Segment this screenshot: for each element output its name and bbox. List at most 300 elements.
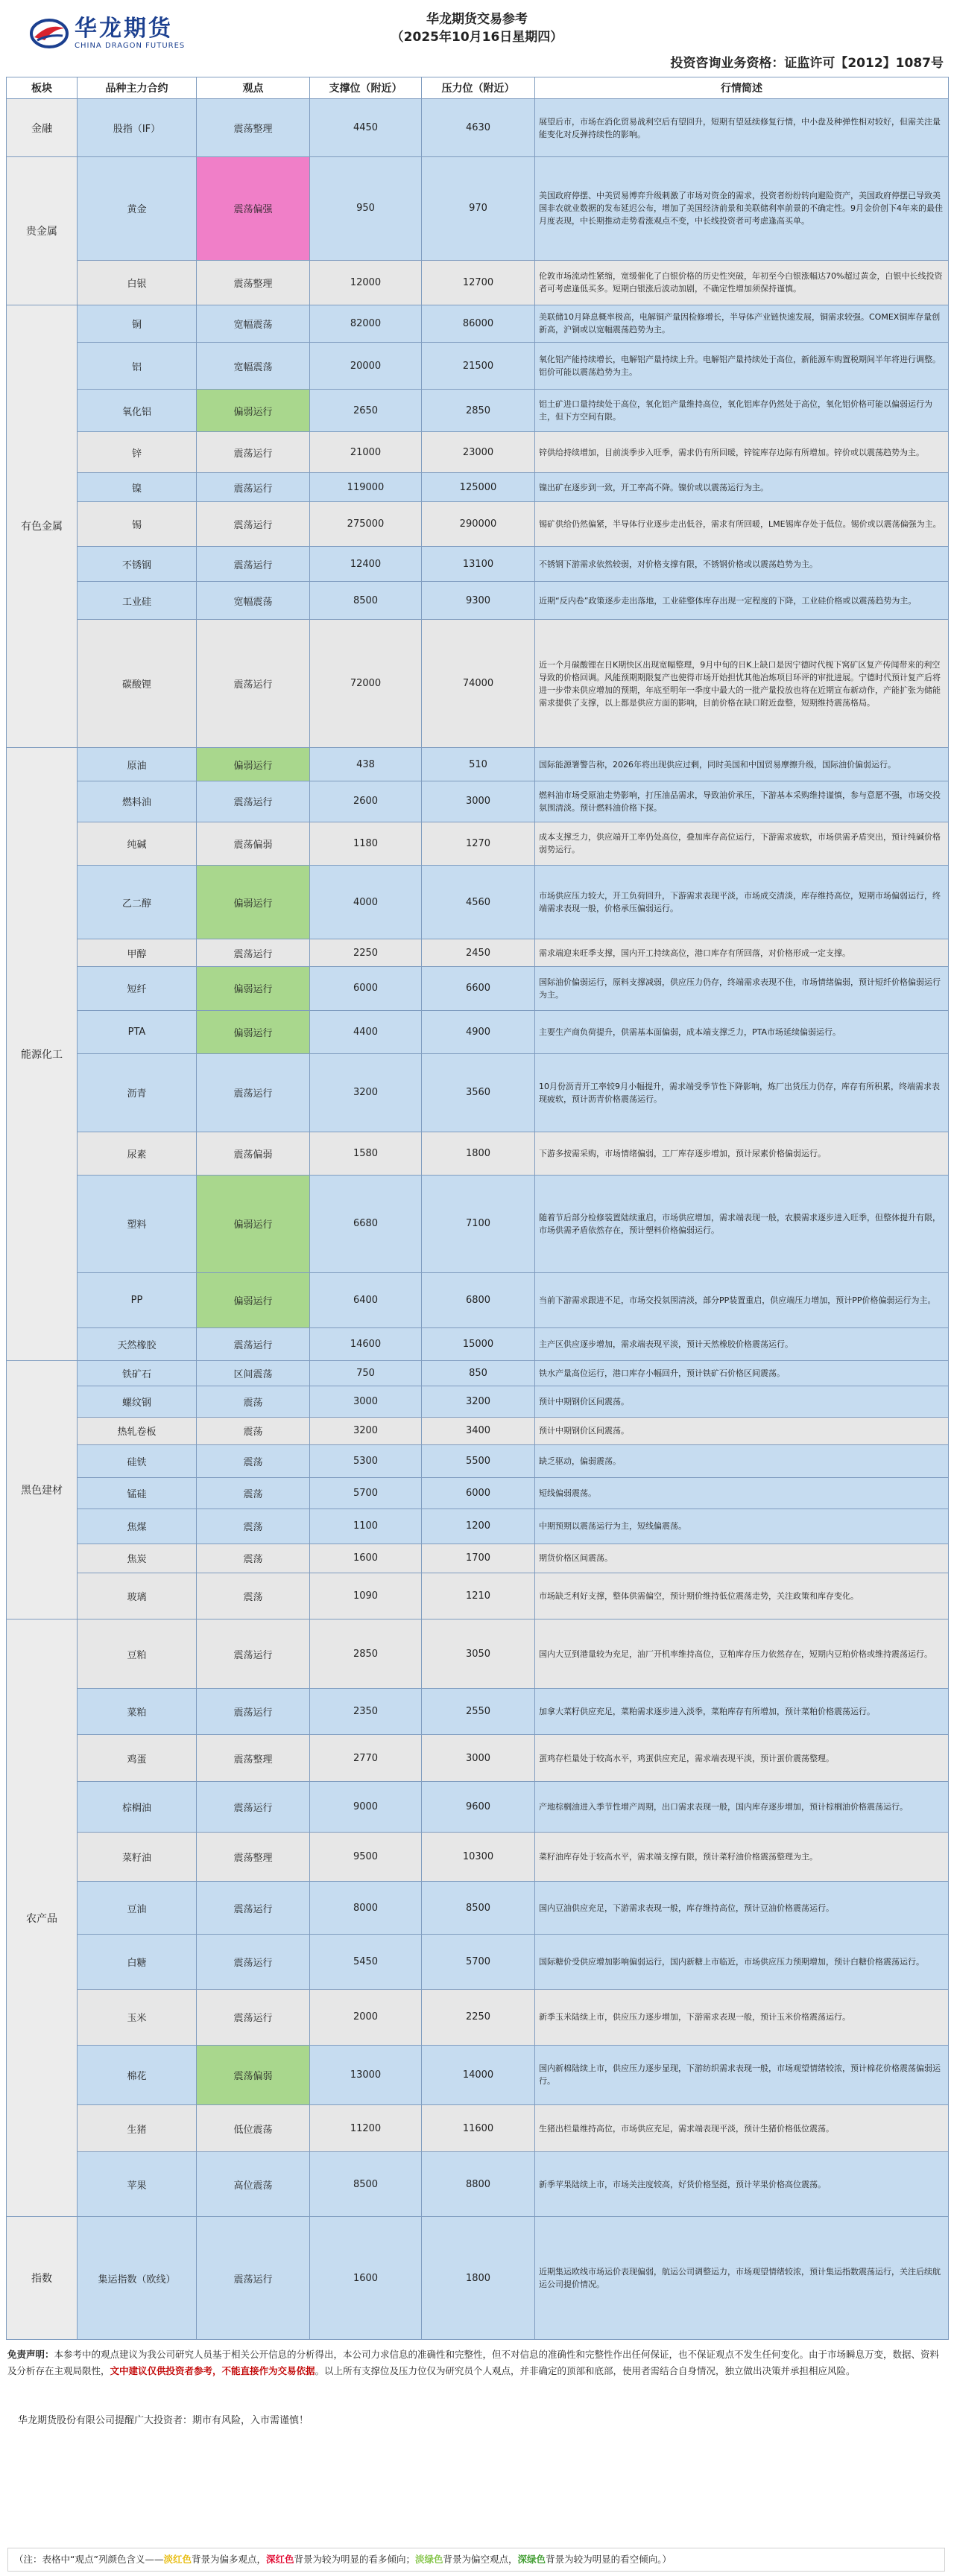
view-cell: 震荡 <box>197 1544 310 1573</box>
resistance-cell: 510 <box>422 748 535 781</box>
product-cell: 集运指数（欧线） <box>78 2217 197 2340</box>
support-cell: 1600 <box>310 2217 422 2340</box>
table-row <box>7 1010 949 1054</box>
table-row <box>7 1832 949 1882</box>
resistance-cell: 74000 <box>422 620 535 748</box>
resistance-cell: 13100 <box>422 547 535 582</box>
resistance-cell: 3400 <box>422 1417 535 1444</box>
product-cell: 白银 <box>78 260 197 305</box>
table-row <box>7 781 949 822</box>
resistance-cell: 7100 <box>422 1176 535 1272</box>
view-cell: 区间震荡 <box>197 1361 310 1386</box>
col-header-resistance: 压力位（附近） <box>422 77 535 99</box>
description-cell: 主要生产商负荷提升，供需基本面偏弱，成本端支撑乏力，PTA市场延续偏弱运行。 <box>535 1010 949 1054</box>
description-cell: 国内大豆到港量较为充足，油厂开机率维持高位，豆粕库存压力依然存在，短期内豆粕价格或维持震荡运行。 <box>535 1619 949 1689</box>
product-cell: 菜籽油 <box>78 1832 197 1882</box>
view-cell: 偏弱运行 <box>197 1272 310 1327</box>
description-cell: 随着节后部分检修装置陆续重启，市场供应增加，需求端表现一般，农膜需求逐步进入旺季，但整体提升有限，市场供需矛盾依然存在，预计塑料价格偏弱运行。 <box>535 1176 949 1272</box>
resistance-cell: 86000 <box>422 305 535 343</box>
table-row <box>7 1054 949 1132</box>
resistance-cell: 970 <box>422 157 535 260</box>
resistance-cell: 6800 <box>422 1272 535 1327</box>
view-cell: 震荡运行 <box>197 432 310 473</box>
description-cell: 加拿大菜籽供应充足，菜粕需求逐步进入淡季，菜粕库存有所增加，预计菜粕价格震荡运行。 <box>535 1688 949 1735</box>
support-cell: 21000 <box>310 432 422 473</box>
support-cell: 4000 <box>310 866 422 939</box>
table-row <box>7 1544 949 1573</box>
description-cell: 镍出矿在逐步到一致，开工率高不降。镍价或以震荡运行为主。 <box>535 473 949 502</box>
view-cell: 偏弱运行 <box>197 866 310 939</box>
resistance-cell: 5700 <box>422 1934 535 1989</box>
description-cell: 不锈钢下游需求依然较弱，对价格支撑有限，不锈钢价格或以震荡趋势为主。 <box>535 547 949 582</box>
view-cell: 震荡整理 <box>197 99 310 157</box>
table-row <box>7 2045 949 2105</box>
legend-strong-down-text: 背景为较为明显的看空倾向。） <box>546 2554 672 2565</box>
table-row <box>7 1386 949 1418</box>
support-cell: 6000 <box>310 966 422 1010</box>
support-cell: 8500 <box>310 582 422 620</box>
description-cell: 市场供应压力较大，开工负荷回升，下游需求表现平淡，市场成交清淡，库存维持高位，短期市场偏弱运行，终端需求表现一般，价格承压偏弱运行。 <box>535 866 949 939</box>
description-cell: 预计中期钢价区间震荡。 <box>535 1386 949 1418</box>
product-cell: 玻璃 <box>78 1573 197 1619</box>
resistance-cell: 2550 <box>422 1688 535 1735</box>
product-cell: 白糖 <box>78 1934 197 1989</box>
view-cell: 震荡 <box>197 1386 310 1418</box>
table-row <box>7 1619 949 1689</box>
description-cell: 近期“反内卷”政策逐步走出落地，工业硅整体库存出现一定程度的下降，工业硅价格或以震荡趋势为主。 <box>535 582 949 620</box>
product-cell: 硅铁 <box>78 1444 197 1477</box>
table-row <box>7 432 949 473</box>
table-row <box>7 390 949 432</box>
support-cell: 13000 <box>310 2045 422 2105</box>
description-cell: 市场缺乏利好支撑，整体供需偏空，预计期价维持低位震荡走势，关注政策和库存变化。 <box>535 1573 949 1619</box>
table-row <box>7 1272 949 1327</box>
table-row <box>7 1882 949 1934</box>
table-row <box>7 966 949 1010</box>
product-cell: 玉米 <box>78 1990 197 2045</box>
view-cell: 偏弱运行 <box>197 748 310 781</box>
view-cell: 震荡 <box>197 1509 310 1544</box>
table-row <box>7 1361 949 1386</box>
description-cell: 蛋鸡存栏量处于较高水平，鸡蛋供应充足，需求端表现平淡，预计蛋价震荡整理。 <box>535 1735 949 1782</box>
description-cell: 展望后市，市场在消化贸易战利空后有望回升，短期有望延续修复行情，中小盘及种弹性相对较好，但需关注量能变化对反弹持续性的影响。 <box>535 99 949 157</box>
resistance-cell: 23000 <box>422 432 535 473</box>
description-cell: 伦敦市场流动性紧缩，宽缓催化了白银价格的历史性突破，年初至今白银涨幅达70%超过黄金，白银中长线投资者可考虑逢低买多。短期白银涨后波动加剧，不确定性增加须保持谨慎。 <box>535 260 949 305</box>
support-cell: 4450 <box>310 99 422 157</box>
sector-cell: 黑色建材 <box>7 1361 78 1619</box>
description-cell: 预计中期钢价区间震荡。 <box>535 1417 949 1444</box>
page-date: （2025年10月16日星期四） <box>391 30 563 45</box>
support-cell: 1090 <box>310 1573 422 1619</box>
description-cell: 菜籽油库存处于较高水平，需求端支撑有限，预计菜籽油价格震荡整理为主。 <box>535 1832 949 1882</box>
product-cell: PTA <box>78 1010 197 1054</box>
table-row <box>7 1735 949 1782</box>
description-cell: 新季苹果陆续上市，市场关注度较高，好货价格坚挺，预计苹果价格高位震荡。 <box>535 2152 949 2217</box>
resistance-cell: 850 <box>422 1361 535 1386</box>
product-cell: 螺纹钢 <box>78 1386 197 1418</box>
view-cell: 震荡偏弱 <box>197 822 310 866</box>
product-cell: 热轧卷板 <box>78 1417 197 1444</box>
col-header-product: 品种主力合约 <box>78 77 197 99</box>
view-cell: 震荡运行 <box>197 547 310 582</box>
resistance-cell: 3000 <box>422 781 535 822</box>
legend-weak-down: 淡绿色 <box>415 2554 443 2565</box>
product-cell: 苹果 <box>78 2152 197 2217</box>
support-cell: 5700 <box>310 1477 422 1509</box>
description-cell: 下游多按需采购，市场情绪偏弱，工厂库存逐步增加，预计尿素价格偏弱运行。 <box>535 1132 949 1176</box>
support-cell: 119000 <box>310 473 422 502</box>
view-cell: 偏弱运行 <box>197 390 310 432</box>
table-row <box>7 99 949 157</box>
product-cell: 镍 <box>78 473 197 502</box>
table-row <box>7 2217 949 2340</box>
view-cell: 震荡偏强 <box>197 157 310 260</box>
description-cell: 国内新棉陆续上市，供应压力逐步显现，下游纺织需求表现一般，市场观望情绪较浓，预计棉花价格震荡偏弱运行。 <box>535 2045 949 2105</box>
view-cell: 震荡 <box>197 1573 310 1619</box>
view-cell: 震荡 <box>197 1444 310 1477</box>
support-cell: 6400 <box>310 1272 422 1327</box>
table-row <box>7 1573 949 1619</box>
support-cell: 950 <box>310 157 422 260</box>
support-cell: 2600 <box>310 781 422 822</box>
table-row <box>7 1417 949 1444</box>
view-cell: 高位震荡 <box>197 2152 310 2217</box>
disclaimer-highlight: 文中建议仅供投资者参考，不能直接作为交易依据 <box>110 2365 315 2376</box>
disclaimer-label: 免责声明： <box>7 2349 54 2360</box>
view-cell: 震荡运行 <box>197 620 310 748</box>
description-cell: 铁水产量高位运行，港口库存小幅回升，预计铁矿石价格区间震荡。 <box>535 1361 949 1386</box>
table-row <box>7 748 949 781</box>
product-cell: 铝 <box>78 343 197 390</box>
resistance-cell: 8800 <box>422 2152 535 2217</box>
support-cell: 2250 <box>310 939 422 967</box>
description-cell: 中期预期以震荡运行为主，短线偏震荡。 <box>535 1509 949 1544</box>
product-cell: 菜粕 <box>78 1688 197 1735</box>
view-cell: 震荡偏弱 <box>197 2045 310 2105</box>
support-cell: 12000 <box>310 260 422 305</box>
support-cell: 8000 <box>310 1882 422 1934</box>
description-cell: 期货价格区间震荡。 <box>535 1544 949 1573</box>
legend-strong-up-text: 背景为较为明显的看多倾向； <box>294 2554 416 2565</box>
view-cell: 震荡运行 <box>197 781 310 822</box>
table-row <box>7 305 949 343</box>
view-cell: 震荡 <box>197 1477 310 1509</box>
product-cell: 塑料 <box>78 1176 197 1272</box>
description-cell: 当前下游需求跟进不足，市场交投氛围清淡，部分PP装置重启，供应端压力增加，预计PP价格偏弱运行为主。 <box>535 1272 949 1327</box>
table-row <box>7 1477 949 1509</box>
support-cell: 2770 <box>310 1735 422 1782</box>
view-cell: 震荡运行 <box>197 1054 310 1132</box>
view-cell: 偏弱运行 <box>197 1176 310 1272</box>
table-row <box>7 620 949 748</box>
page-title: 华龙期货交易参考 <box>426 12 528 27</box>
product-cell: 铜 <box>78 305 197 343</box>
view-cell: 震荡偏弱 <box>197 1132 310 1176</box>
product-cell: 锡 <box>78 502 197 547</box>
table-row <box>7 1176 949 1272</box>
product-cell: 尿素 <box>78 1132 197 1176</box>
view-cell: 震荡运行 <box>197 1328 310 1361</box>
resistance-cell: 4560 <box>422 866 535 939</box>
support-cell: 3200 <box>310 1054 422 1132</box>
view-cell: 震荡运行 <box>197 1990 310 2045</box>
product-cell: 原油 <box>78 748 197 781</box>
support-cell: 5450 <box>310 1934 422 1989</box>
view-cell: 震荡整理 <box>197 1735 310 1782</box>
resistance-cell: 1800 <box>422 2217 535 2340</box>
product-cell: 棉花 <box>78 2045 197 2105</box>
description-cell: 国际能源署警告称，2026年将出现供应过剩，同时美国和中国贸易摩擦升级，国际油价偏弱运行。 <box>535 748 949 781</box>
support-cell: 1600 <box>310 1544 422 1573</box>
support-cell: 6680 <box>310 1176 422 1272</box>
description-cell: 短线偏弱震荡。 <box>535 1477 949 1509</box>
product-cell: 豆油 <box>78 1882 197 1934</box>
risk-warning: 华龙期货股份有限公司提醒广大投资者：期市有风险，入市需谨慎！ <box>18 2415 309 2426</box>
disclaimer-body: 本参考中的观点建议为我公司研究人员基于相关公开信息的分析得出，本公司力求信息的准确性和完整性，但不对信息的准确性和完整性作出任何保证，也不保证观点不发生任何变化。由于市场瞬息万变，数据、资料及分析存在主观局限性， <box>7 2349 940 2376</box>
support-cell: 275000 <box>310 502 422 547</box>
view-cell: 震荡运行 <box>197 2217 310 2340</box>
resistance-cell: 3000 <box>422 1735 535 1782</box>
product-cell: 乙二醇 <box>78 866 197 939</box>
resistance-cell: 8500 <box>422 1882 535 1934</box>
legend-weak-down-text: 背景为偏空观点， <box>443 2554 518 2565</box>
table-header-row <box>7 77 949 99</box>
support-cell: 2350 <box>310 1688 422 1735</box>
table-row <box>7 1444 949 1477</box>
product-cell: 焦煤 <box>78 1509 197 1544</box>
description-cell: 10月份沥青开工率较9月小幅提升，需求端受季节性下降影响，炼厂出货压力仍存，库存有所积累，终端需求表现疲软，预计沥青价格震荡运行。 <box>535 1054 949 1132</box>
table-row <box>7 2152 949 2217</box>
product-cell: 豆粕 <box>78 1619 197 1689</box>
product-cell: 棕榈油 <box>78 1782 197 1833</box>
view-cell: 震荡整理 <box>197 260 310 305</box>
disclaimer <box>7 2347 947 2379</box>
resistance-cell: 3560 <box>422 1054 535 1132</box>
table-row <box>7 1934 949 1989</box>
description-cell: 国际糖价受供应增加影响偏弱运行，国内新糖上市临近，市场供应压力预期增加，预计白糖价格震荡运行。 <box>535 1934 949 1989</box>
sector-cell: 贵金属 <box>7 157 78 305</box>
description-cell: 美国政府停摆、中美贸易博弈升级刺激了市场对资金的需求，投资者纷纷转向避险资产，美国政府停摆已导致美国非农就业数据的发布延迟公布，增加了美国经济前景和美联储利率前景的不确定性。9月金价创下4年来的最佳月度表现，中长期推动走势看涨观点不变，中长线投资者可考虑逢高买单。 <box>535 157 949 260</box>
col-header-sector: 板块 <box>7 77 78 99</box>
product-cell: 短纤 <box>78 966 197 1010</box>
logo-english-text: CHINA DRAGON FUTURES <box>75 42 186 50</box>
product-cell: 鸡蛋 <box>78 1735 197 1782</box>
support-cell: 11200 <box>310 2105 422 2152</box>
description-cell: 成本支撑乏力，供应端开工率仍处高位，叠加库存高位运行，下游需求疲软，市场供需矛盾突出，预计纯碱价格弱势运行。 <box>535 822 949 866</box>
table-row <box>7 547 949 582</box>
support-cell: 8500 <box>310 2152 422 2217</box>
view-cell: 震荡运行 <box>197 1882 310 1934</box>
support-cell: 82000 <box>310 305 422 343</box>
support-cell: 3200 <box>310 1417 422 1444</box>
support-cell: 1580 <box>310 1132 422 1176</box>
legend-strong-up: 深红色 <box>265 2554 294 2565</box>
table-row <box>7 1782 949 1833</box>
description-cell: 缺乏驱动，偏弱震荡。 <box>535 1444 949 1477</box>
description-cell: 铝土矿进口量持续处于高位，氧化铝产量维持高位，氧化铝库存仍然处于高位，氧化铝价格可能以偏弱运行为主，但下方空间有限。 <box>535 390 949 432</box>
legend-strong-down: 深绿色 <box>517 2554 546 2565</box>
product-cell: 黄金 <box>78 157 197 260</box>
support-cell: 1180 <box>310 822 422 866</box>
resistance-cell: 10300 <box>422 1832 535 1882</box>
view-cell: 偏弱运行 <box>197 966 310 1010</box>
resistance-cell: 21500 <box>422 343 535 390</box>
support-cell: 9000 <box>310 1782 422 1833</box>
view-cell: 震荡整理 <box>197 1832 310 1882</box>
view-cell: 震荡运行 <box>197 1934 310 1989</box>
description-cell: 需求端迎来旺季支撑，国内开工持续高位，港口库存有所回落，对价格形成一定支撑。 <box>535 939 949 967</box>
description-cell: 近期集运欧线市场运价表现偏弱，航运公司调整运力，市场观望情绪较浓，预计集运指数震荡运行，关注后续航运公司提价情况。 <box>535 2217 949 2340</box>
table-row <box>7 1328 949 1361</box>
resistance-cell: 290000 <box>422 502 535 547</box>
resistance-cell: 2450 <box>422 939 535 967</box>
legend-prefix: （注：表格中“观点”列颜色含义—— <box>14 2554 164 2565</box>
resistance-cell: 9300 <box>422 582 535 620</box>
description-cell: 国内豆油供应充足，下游需求表现一般，库存维持高位，预计豆油价格震荡运行。 <box>535 1882 949 1934</box>
resistance-cell: 9600 <box>422 1782 535 1833</box>
support-cell: 1100 <box>310 1509 422 1544</box>
resistance-cell: 5500 <box>422 1444 535 1477</box>
sector-cell: 有色金属 <box>7 305 78 748</box>
view-cell: 宽幅震荡 <box>197 343 310 390</box>
description-cell: 生猪出栏量维持高位，市场供应充足，需求端表现平淡，预计生猪价格低位震荡。 <box>535 2105 949 2152</box>
product-cell: 沥青 <box>78 1054 197 1132</box>
resistance-cell: 2250 <box>422 1990 535 2045</box>
product-cell: 铁矿石 <box>78 1361 197 1386</box>
support-cell: 72000 <box>310 620 422 748</box>
table-row <box>7 1509 949 1544</box>
resistance-cell: 15000 <box>422 1328 535 1361</box>
resistance-cell: 14000 <box>422 2045 535 2105</box>
table-row <box>7 473 949 502</box>
resistance-cell: 6600 <box>422 966 535 1010</box>
view-cell: 震荡运行 <box>197 1688 310 1735</box>
logo-text: 华龙期货 <box>75 16 173 42</box>
product-cell: 不锈钢 <box>78 547 197 582</box>
support-cell: 9500 <box>310 1832 422 1882</box>
view-cell: 宽幅震荡 <box>197 582 310 620</box>
disclaimer-tail: 。以上所有支撑位及压力位仅为研究员个人观点，并非确定的顶部和底部，使用者需结合自身情况，独立做出决策并承担相应风险。 <box>315 2365 856 2376</box>
view-cell: 震荡运行 <box>197 1782 310 1833</box>
table-row <box>7 343 949 390</box>
sector-cell: 农产品 <box>7 1619 78 2217</box>
view-cell: 震荡运行 <box>197 1619 310 1689</box>
support-cell: 20000 <box>310 343 422 390</box>
description-cell: 锌供给持续增加，目前淡季步入旺季，需求仍有所回暖，锌锭库存边际有所增加。锌价或以震荡趋势为主。 <box>535 432 949 473</box>
col-header-support: 支撑位（附近） <box>310 77 422 99</box>
table-row <box>7 1990 949 2045</box>
legend-weak-up-text: 背景为偏多观点， <box>191 2554 266 2565</box>
product-cell: 天然橡胶 <box>78 1328 197 1361</box>
license-info: 投资咨询业务资格：证监许可【2012】1087号 <box>670 56 944 71</box>
resistance-cell: 1800 <box>422 1132 535 1176</box>
product-cell: 纯碱 <box>78 822 197 866</box>
resistance-cell: 1200 <box>422 1509 535 1544</box>
view-cell: 震荡运行 <box>197 939 310 967</box>
support-cell: 4400 <box>310 1010 422 1054</box>
support-cell: 2650 <box>310 390 422 432</box>
product-cell: 工业硅 <box>78 582 197 620</box>
description-cell: 锡矿供给仍然偏紧，半导体行业逐步走出低谷，需求有所回暖，LME锡库存处于低位。锡价或以震荡偏强为主。 <box>535 502 949 547</box>
product-cell: 锌 <box>78 432 197 473</box>
description-cell: 氧化铝产能持续增长，电解铝产量持续上升。电解铝产量持续处于高位，新能源车购置税期间半年将进行调整。铝价可能以震荡趋势为主。 <box>535 343 949 390</box>
support-cell: 3000 <box>310 1386 422 1418</box>
legend-weak-up: 淡红色 <box>163 2554 192 2565</box>
description-cell: 近一个月碳酸锂在日K期快区出现宽幅整理，9月中旬的日K上缺口是因宁德时代枧下窝矿区复产传闻带来的利空导致的价格回调。风能预期期限复产也使得市场开始担忧其他冶炼项目环评的审批进展。宁德时代预计复产后将进一步带来供应增加的预期，年底至明年一季度中最大的一批产量投放也将在近期宣布新动作，产能扩张为储能需求提供了支撑，以上都是供应方面的影响，目前价格在缺口附近盘整，短期维持震荡格局。 <box>535 620 949 748</box>
col-header-view: 观点 <box>197 77 310 99</box>
view-cell: 震荡运行 <box>197 502 310 547</box>
table-row <box>7 1688 949 1735</box>
header <box>0 0 954 74</box>
col-header-description: 行情简述 <box>535 77 949 99</box>
description-cell: 美联储10月降息概率极高，电解铜产量因检修增长，半导体产业链快速发展，铜需求较强。COMEX铜库存量创新高，沪铜或以宽幅震荡趋势为主。 <box>535 305 949 343</box>
resistance-cell: 3200 <box>422 1386 535 1418</box>
product-cell: 燃料油 <box>78 781 197 822</box>
product-cell: 碳酸锂 <box>78 620 197 748</box>
support-cell: 5300 <box>310 1444 422 1477</box>
resistance-cell: 3050 <box>422 1619 535 1689</box>
sector-cell: 指数 <box>7 2217 78 2340</box>
resistance-cell: 1700 <box>422 1544 535 1573</box>
resistance-cell: 2850 <box>422 390 535 432</box>
resistance-cell: 1210 <box>422 1573 535 1619</box>
resistance-cell: 11600 <box>422 2105 535 2152</box>
sector-cell: 能源化工 <box>7 748 78 1361</box>
support-cell: 750 <box>310 1361 422 1386</box>
support-cell: 14600 <box>310 1328 422 1361</box>
product-cell: 股指（IF） <box>78 99 197 157</box>
product-cell: 焦炭 <box>78 1544 197 1573</box>
resistance-cell: 1270 <box>422 822 535 866</box>
support-cell: 12400 <box>310 547 422 582</box>
description-cell: 产地棕榈油进入季节性增产周期，出口需求表现一般，国内库存逐步增加，预计棕榈油价格震荡运行。 <box>535 1782 949 1833</box>
view-cell: 偏弱运行 <box>197 1010 310 1054</box>
resistance-cell: 6000 <box>422 1477 535 1509</box>
table-row <box>7 582 949 620</box>
description-cell: 国际油价偏弱运行，原料支撑减弱，供应压力仍存，终端需求表现不佳，市场情绪偏弱，预计短纤价格偏弱运行为主。 <box>535 966 949 1010</box>
resistance-cell: 12700 <box>422 260 535 305</box>
table-row <box>7 502 949 547</box>
sector-cell: 金融 <box>7 99 78 157</box>
resistance-cell: 4630 <box>422 99 535 157</box>
resistance-cell: 4900 <box>422 1010 535 1054</box>
table-row <box>7 157 949 260</box>
reference-table <box>6 77 949 2340</box>
product-cell: 氧化铝 <box>78 390 197 432</box>
table-row <box>7 2105 949 2152</box>
product-cell: 锰硅 <box>78 1477 197 1509</box>
description-cell: 燃料油市场受原油走势影响，打压油品需求，导致油价承压，下游基本采购维持谨慎，参与意愿不强，市场交投氛围清淡。预计燃料油价格下探。 <box>535 781 949 822</box>
support-cell: 438 <box>310 748 422 781</box>
table-row <box>7 866 949 939</box>
view-cell: 低位震荡 <box>197 2105 310 2152</box>
support-cell: 2000 <box>310 1990 422 2045</box>
product-cell: 生猪 <box>78 2105 197 2152</box>
description-cell: 新季玉米陆续上市，供应压力逐步增加，下游需求表现一般，预计玉米价格震荡运行。 <box>535 1990 949 2045</box>
support-cell: 2850 <box>310 1619 422 1689</box>
view-cell: 宽幅震荡 <box>197 305 310 343</box>
table-row <box>7 1132 949 1176</box>
view-cell: 震荡运行 <box>197 473 310 502</box>
product-cell: 甲醇 <box>78 939 197 967</box>
color-legend <box>7 2548 945 2572</box>
product-cell: PP <box>78 1272 197 1327</box>
resistance-cell: 125000 <box>422 473 535 502</box>
table-row <box>7 260 949 305</box>
description-cell: 主产区供应逐步增加，需求端表现平淡，预计天然橡胶价格震荡运行。 <box>535 1328 949 1361</box>
table-row <box>7 939 949 967</box>
view-cell: 震荡 <box>197 1417 310 1444</box>
